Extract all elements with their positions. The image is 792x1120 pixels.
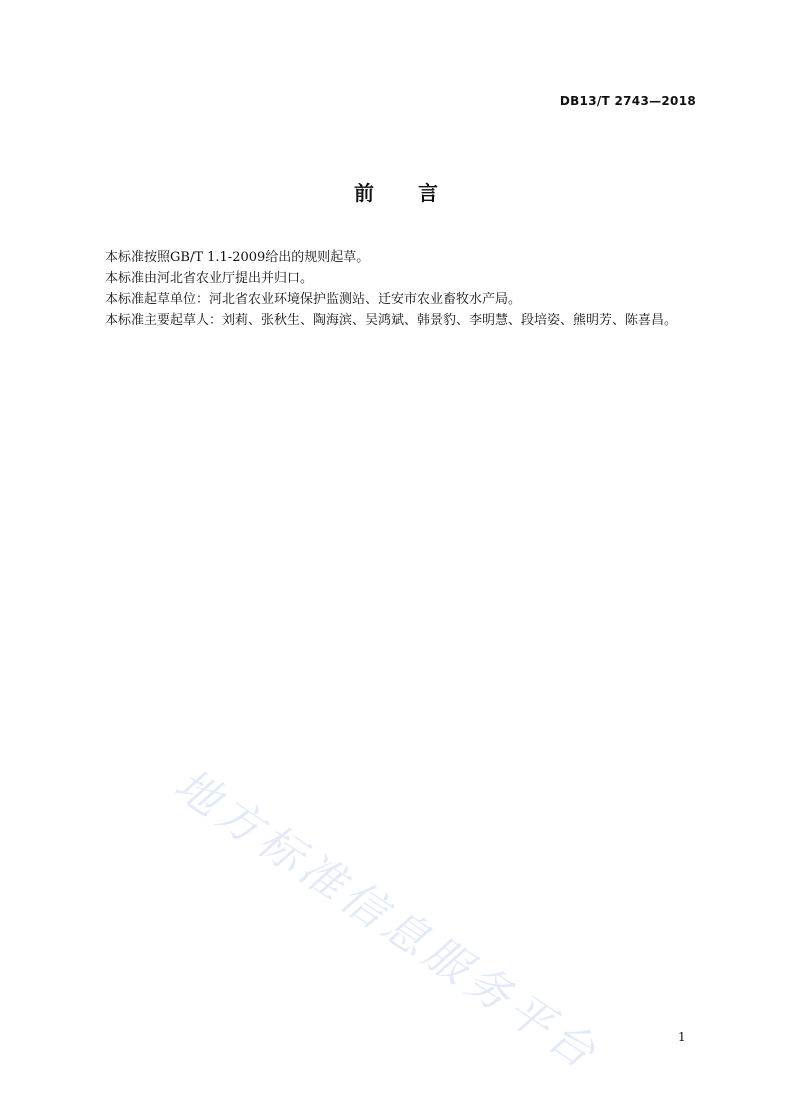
title-char-1: 前 [354, 181, 374, 205]
paragraph-drafting-units: 本标准起草单位：河北省农业环境保护监测站、迁安市农业畜牧水产局。 [105, 292, 522, 307]
page-number: 1 [678, 1030, 686, 1044]
standard-code: DB13/T 2743—2018 [559, 94, 696, 108]
paragraph-proposer: 本标准由河北省农业厅提出并归口。 [105, 271, 314, 286]
page-title [0, 177, 792, 206]
paragraph-drafters: 本标准主要起草人：刘莉、张秋生、陶海滨、吴鸿斌、韩景豹、李明慧、段培姿、熊明芳、陈喜昌。 [105, 313, 678, 328]
watermark-text: 地方标准信息服务平台 [165, 759, 609, 1081]
paragraph-drafting-rules: 本标准按照GB/T 1.1-2009给出的规则起草。 [105, 250, 370, 265]
preface-body [79, 247, 699, 331]
title-char-2: 言 [418, 181, 438, 205]
